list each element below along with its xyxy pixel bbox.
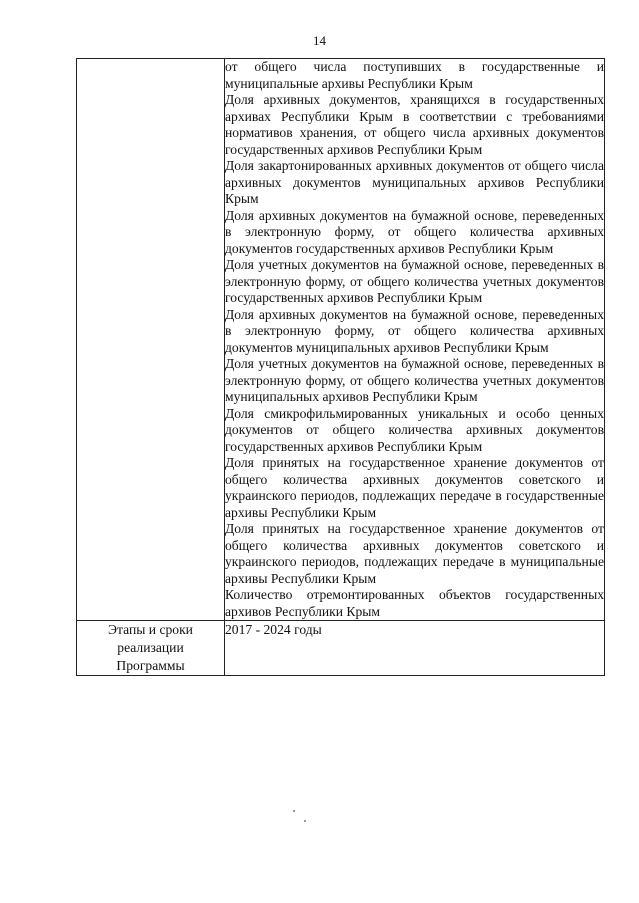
- indicator-text: Количество отремонтированных объектов государственных архивов Республики Крым: [225, 587, 604, 619]
- stages-label-line: Программы: [116, 658, 185, 673]
- page-number: 14: [313, 33, 326, 48]
- indicator-text: Доля архивных документов на бумажной основе, переведенных в электронную форму, от общего количества архивных документов муниципальных архивов Республики Крым: [225, 306, 604, 355]
- stages-label-cell: [77, 621, 225, 676]
- indicator-text: Доля архивных документов, хранящихся в государственных архивах Республики Крым в соответствии с требованиями нормативов хранения, от общего числа архивных документов государственных архивов Республики Крым: [225, 92, 604, 157]
- indicator-text: Доля принятых на государственное хранение документов от общего количества архивных документов советского и украинского периодов, подлежащих передаче в муниципальные архивы Республики Крым: [225, 521, 604, 586]
- scan-speck: [293, 810, 295, 812]
- indicators-row: [77, 59, 605, 621]
- indicators-cell: [225, 59, 605, 621]
- indicator-text: Доля закартонированных архивных документов от общего числа архивных документов муниципальных архивов Республики Крым: [225, 158, 604, 206]
- program-passport-table: [76, 58, 605, 676]
- stages-value-cell: 2017 - 2024 годы: [225, 621, 605, 676]
- indicators-label-cell: [77, 59, 225, 621]
- scan-speck: [304, 820, 306, 822]
- indicator-text: от общего числа поступивших в государственные и муниципальные архивы Республики Крым: [225, 59, 604, 91]
- stages-label-line: Этапы и сроки: [108, 622, 193, 637]
- stages-label-line: реализации: [117, 640, 184, 655]
- indicator-text: Доля учетных документов на бумажной основе, переведенных в электронную форму, от общего количества учетных документов муниципальных архивов Республики Крым: [225, 356, 604, 404]
- stages-row: [77, 621, 605, 676]
- indicator-text: Доля смикрофильмированных уникальных и особо ценных документов от общего количества архивных документов государственных архивов Республики Крым: [225, 405, 604, 454]
- indicator-text: Доля принятых на государственное хранение документов от общего количества архивных документов советского и украинского периодов, подлежащих передаче в государственные архивы Республики Крым: [225, 455, 604, 520]
- indicator-text: Доля архивных документов на бумажной основе, переведенных в электронную форму, от общего количества архивных документов государственных архивов Республики Крым: [225, 207, 604, 256]
- indicator-text: Доля учетных документов на бумажной основе, переведенных в электронную форму, от общего количества учетных документов государственных архивов Республики Крым: [225, 257, 604, 305]
